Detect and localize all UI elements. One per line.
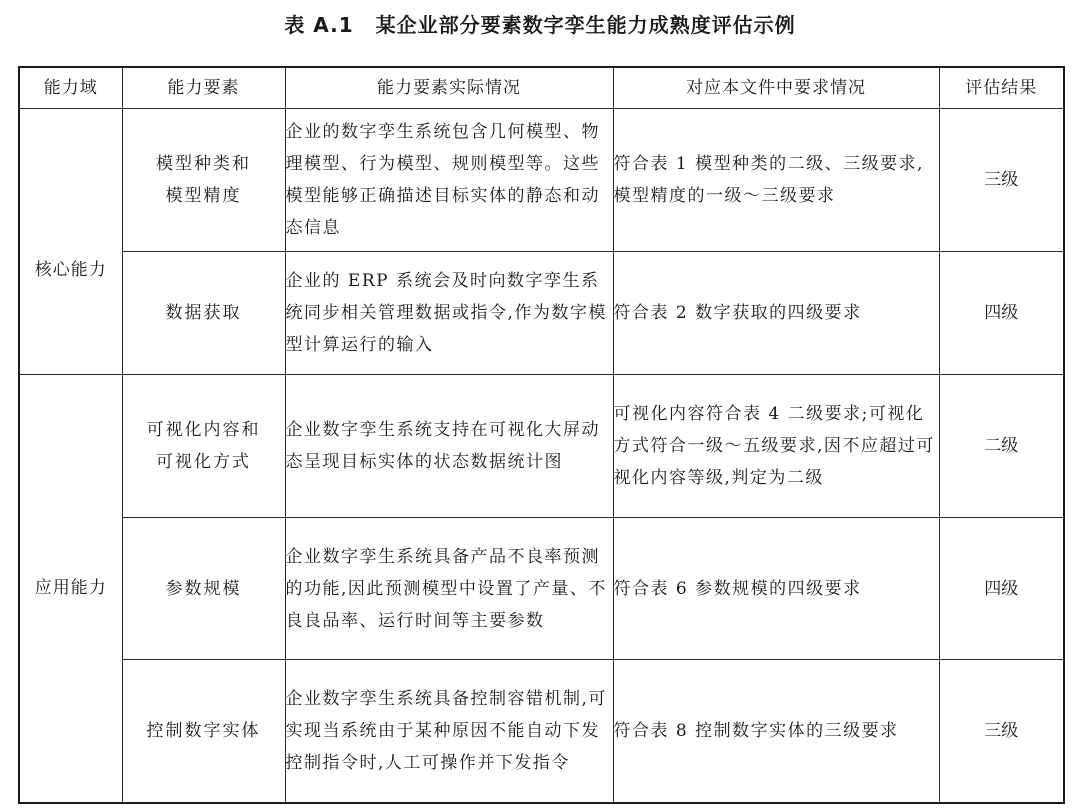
table-row — [19, 252, 1064, 375]
element-text: 可视化内容和可视化方式 — [146, 420, 261, 472]
header-element: 能力要素 — [122, 67, 285, 109]
actual-cell: 企业数字孪生系统具备产品不良率预测的功能,因此预测模型中设置了产量、不良良品率、运行时间等主要参数 — [285, 518, 613, 660]
result-cell: 四级 — [939, 252, 1064, 375]
result-cell: 四级 — [939, 518, 1064, 660]
table-number: 表 A.1 — [284, 13, 354, 37]
result-cell: 二级 — [939, 375, 1064, 518]
element-cell — [122, 109, 285, 252]
element-cell — [122, 375, 285, 518]
requirement-cell: 符合表 2 数字获取的四级要求 — [613, 252, 939, 375]
actual-cell: 企业的 ERP 系统会及时向数字孪生系统同步相关管理数据或指令,作为数字模型计算运行的输入 — [285, 252, 613, 375]
table-title — [0, 8, 1080, 42]
header-result: 评估结果 — [939, 67, 1064, 109]
header-actual: 能力要素实际情况 — [285, 67, 613, 109]
requirement-cell: 符合表 6 参数规模的四级要求 — [613, 518, 939, 660]
actual-cell: 企业的数字孪生系统包含几何模型、物理模型、行为模型、规则模型等。这些模型能够正确描述目标实体的静态和动态信息 — [285, 109, 613, 252]
actual-cell: 企业数字孪生系统支持在可视化大屏动态呈现目标实体的状态数据统计图 — [285, 375, 613, 518]
domain-cell: 核心能力 — [19, 109, 122, 375]
header-requirement: 对应本文件中要求情况 — [613, 67, 939, 109]
requirement-cell: 符合表 8 控制数字实体的三级要求 — [613, 660, 939, 803]
maturity-assessment-table — [18, 66, 1065, 804]
result-cell: 三级 — [939, 109, 1064, 252]
header-domain: 能力域 — [19, 67, 122, 109]
table-row — [19, 518, 1064, 660]
element-cell: 数据获取 — [122, 252, 285, 375]
element-cell: 控制数字实体 — [122, 660, 285, 803]
result-cell: 三级 — [939, 660, 1064, 803]
element-cell: 参数规模 — [122, 518, 285, 660]
domain-cell: 应用能力 — [19, 375, 122, 803]
table-row — [19, 109, 1064, 252]
requirement-cell: 可视化内容符合表 4 二级要求;可视化方式符合一级～五级要求,因不应超过可视化内容等级,判定为二级 — [613, 375, 939, 518]
table-row — [19, 660, 1064, 803]
element-text: 模型种类和模型精度 — [156, 154, 251, 206]
requirement-cell: 符合表 1 模型种类的二级、三级要求,模型精度的一级～三级要求 — [613, 109, 939, 252]
actual-cell: 企业数字孪生系统具备控制容错机制,可实现当系统由于某种原因不能自动下发控制指令时,人工可操作并下发指令 — [285, 660, 613, 803]
table-caption: 某企业部分要素数字孪生能力成熟度评估示例 — [375, 13, 796, 37]
table-header-row — [19, 67, 1064, 109]
table-row — [19, 375, 1064, 518]
